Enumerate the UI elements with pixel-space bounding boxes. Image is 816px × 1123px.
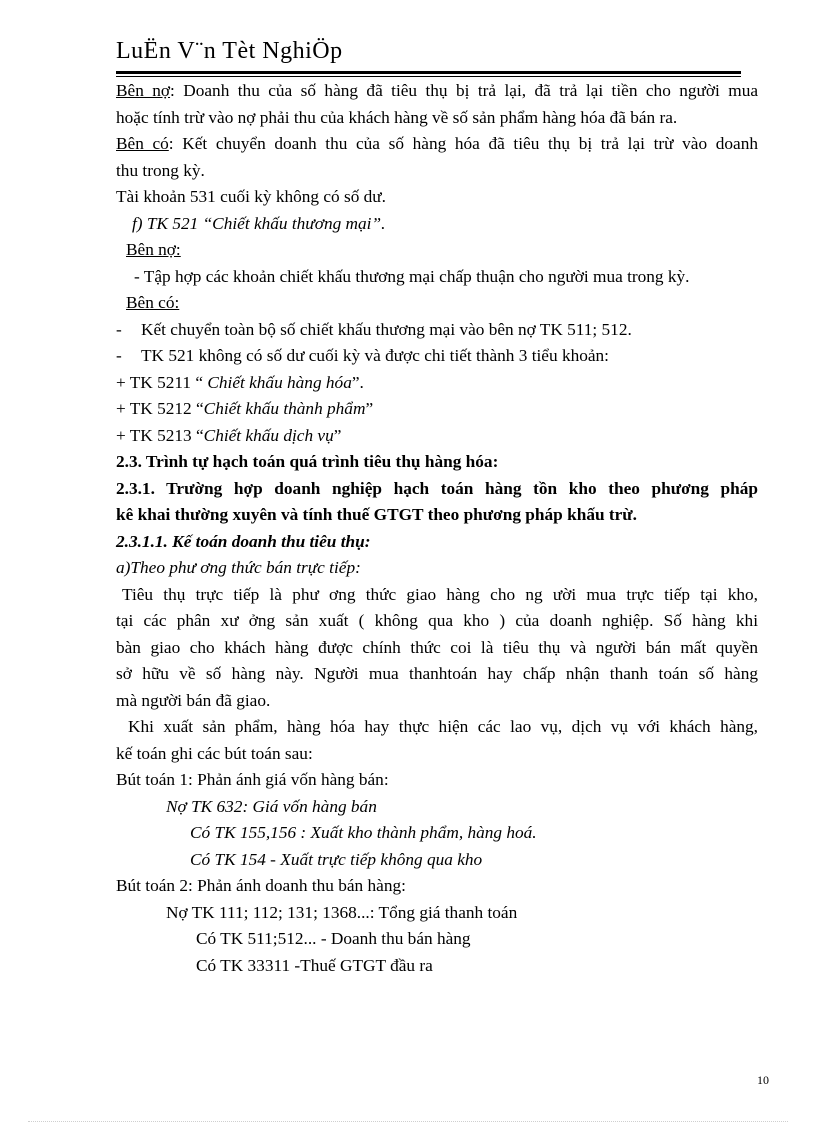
- journal-entry: Có TK 33311 -Thuế GTGT đầu ra: [196, 955, 433, 975]
- list-item: [116, 343, 758, 370]
- line-text: + TK 5213 “: [116, 425, 204, 445]
- text-line: [116, 131, 758, 158]
- section-heading: 2.3. Trình tự hạch toán quá trình tiêu thụ hàng hóa:: [116, 452, 499, 471]
- list-item: [116, 396, 758, 423]
- subsection-title: f) TK 521 “Chiết khấu thương mại”.: [132, 213, 386, 233]
- account-name: Chiết khấu dịch vụ: [203, 425, 334, 445]
- page-number: 10: [757, 1073, 769, 1087]
- journal-entry: Có TK 154 - Xuất trực tiếp không qua kho: [190, 849, 483, 869]
- header-rule-thick: [116, 71, 741, 74]
- credit-label: Bên có: [116, 134, 169, 153]
- list-item: [116, 317, 758, 344]
- bullet-dash: -: [116, 346, 122, 365]
- text-line: Tiêu thụ trực tiếp là phư ơng thức giao hàng cho ng ười mua trực tiếp tại kho,: [122, 584, 758, 604]
- text-line: bàn giao cho khách hàng được chính thức coi là tiêu thụ và người bán mất quyền: [116, 637, 758, 657]
- page-body: [116, 78, 758, 979]
- text-line: [116, 290, 758, 317]
- text-line: sở hữu về số hàng này. Người mua thanhtoán hay chấp nhận thanh toán số hàng: [116, 664, 758, 683]
- line-text: ”.: [351, 372, 364, 392]
- text-line: [116, 237, 758, 264]
- text-line: thu trong kỳ.: [116, 160, 205, 180]
- line-text: + TK 5212 “: [116, 399, 204, 418]
- page-edge-divider: [28, 1121, 788, 1122]
- credit-label: Bên có:: [126, 293, 180, 312]
- journal-entry: Có TK 155,156 : Xuất kho thành phẩm, hàng hoá.: [190, 823, 537, 842]
- text-line: Bút toán 2: Phản ánh doanh thu bán hàng:: [116, 876, 406, 895]
- line-text: ”: [365, 399, 374, 418]
- text-line: Tài khoản 531 cuối kỳ không có số dư.: [116, 187, 386, 206]
- line-text: : Doanh thu của số hàng đã tiêu thụ bị trả lại, đã trả lại tiền cho người mua: [170, 81, 758, 100]
- text-line: tại các phân xư ởng sản xuất ( không qua kho ) của doanh nghiệp. Số hàng khi: [116, 611, 758, 630]
- text-line: hoặc tính trừ vào nợ phải thu của khách hàng về số sản phẩm hàng hóa đã bán ra.: [116, 107, 678, 127]
- line-text: ”: [333, 425, 342, 445]
- list-item: [116, 423, 758, 450]
- line-text: : Kết chuyển doanh thu của số hàng hóa đã tiêu thụ bị trả lại trừ vào doanh: [168, 134, 758, 153]
- journal-entry: Nợ TK 111; 112; 131; 1368...: Tổng giá thanh toán: [166, 902, 518, 922]
- line-text: Kết chuyển toàn bộ số chiết khấu thương mại vào bên nợ TK 511; 512.: [141, 319, 632, 339]
- header-rule-thin: [116, 76, 741, 77]
- text-line: mà người bán đã giao.: [116, 690, 271, 710]
- list-item: [116, 370, 758, 397]
- journal-entry: Nợ TK 632: Giá vốn hàng bán: [166, 796, 377, 816]
- debit-label: Bên nợ: [116, 81, 171, 100]
- journal-entry: Có TK 511;512... - Doanh thu bán hàng: [196, 929, 471, 948]
- section-heading: kê khai thường xuyên và tính thuế GTGT theo phương pháp khấu trừ.: [116, 505, 638, 524]
- debit-label: Bên nợ:: [126, 240, 181, 259]
- bullet-dash: -: [116, 319, 122, 339]
- running-header: LuËn V¨n Tèt NghiÖp: [116, 38, 343, 64]
- text-line: kế toán ghi các bút toán sau:: [116, 743, 313, 763]
- text-line: - Tập hợp các khoản chiết khấu thương mại chấp thuận cho người mua trong kỳ.: [134, 266, 690, 286]
- account-name: Chiết khấu thành phẩm: [203, 399, 366, 418]
- subsection-title: a)Theo phư ơng thức bán trực tiếp:: [116, 558, 361, 577]
- subsection-heading: 2.3.1.1. Kế toán doanh thu tiêu thụ:: [116, 531, 371, 551]
- line-text: TK 521 không có số dư cuối kỳ và được chi tiết thành 3 tiểu khoản:: [141, 346, 609, 365]
- text-line: [116, 78, 758, 105]
- text-line: Bút toán 1: Phản ánh giá vốn hàng bán:: [116, 770, 389, 789]
- section-heading: 2.3.1. Trường hợp doanh nghiệp hạch toán hàng tồn kho theo phương pháp: [116, 478, 758, 498]
- text-line: Khi xuất sản phẩm, hàng hóa hay thực hiện các lao vụ, dịch vụ với khách hàng,: [128, 717, 758, 736]
- account-name: Chiết khấu hàng hóa: [203, 372, 352, 392]
- line-text: + TK 5211 “: [116, 372, 204, 392]
